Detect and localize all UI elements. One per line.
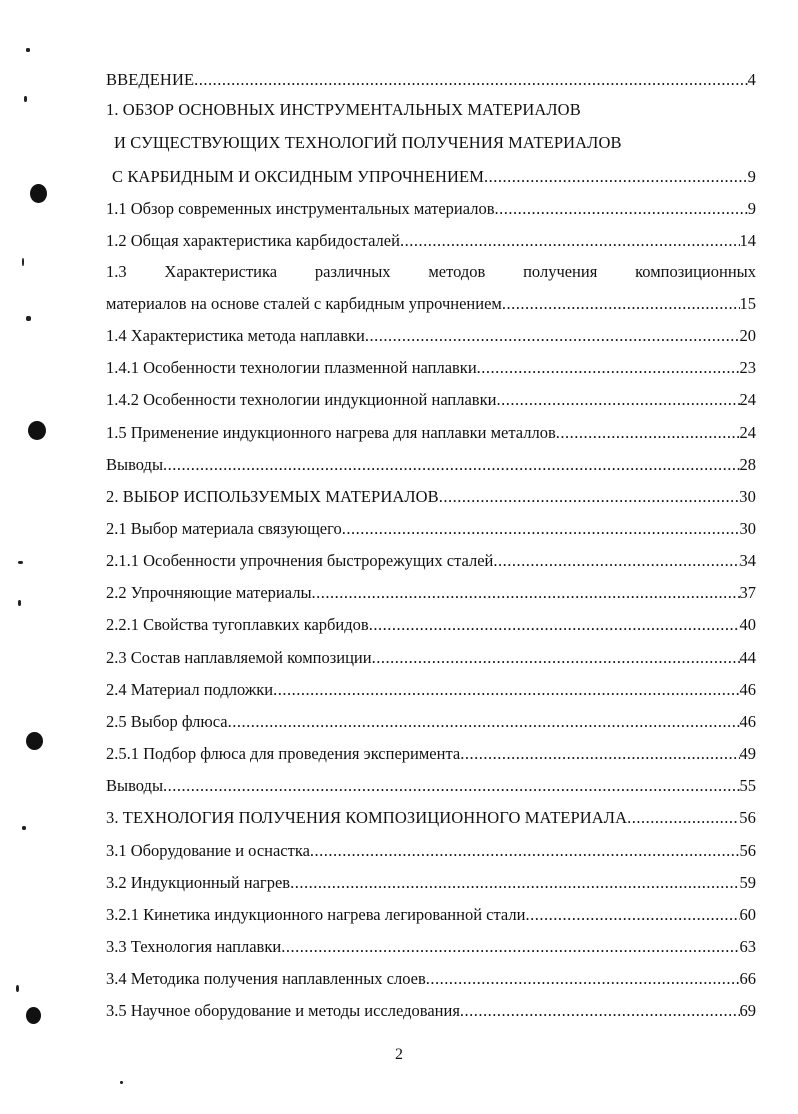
toc-entry-page: 28 [739, 455, 756, 474]
scan-speck [26, 48, 30, 52]
leader-dots [273, 676, 739, 704]
toc-entry-page: 15 [739, 294, 756, 313]
toc-chapter-1-line-3 [112, 163, 756, 191]
toc-entry-introduction [106, 66, 756, 94]
leader-dots [439, 483, 740, 511]
toc-entry-page: 66 [739, 969, 756, 988]
leader-dots [426, 965, 740, 993]
toc-entry-title: 2.5.1 Подбор флюса для проведения эксперимента [106, 744, 461, 763]
page-number: 2 [395, 1046, 403, 1063]
toc-entry-title: 1.4 Характеристика метода наплавки [106, 326, 365, 345]
toc-entry-title: 1.5 Применение индукционного нагрева для наплавки металлов [106, 423, 556, 442]
toc-entry-title: 2.2 Упрочняющие материалы [106, 583, 312, 602]
scan-speck [22, 826, 26, 830]
toc-entry-title: 3.5 Научное оборудование и методы исследования [106, 1001, 460, 1020]
toc-entry-page: 37 [739, 583, 756, 602]
leader-dots [365, 322, 740, 350]
toc-entry-word: Характеристика [164, 262, 278, 281]
toc-entry-2-3 [106, 644, 756, 672]
toc-entry-page: 56 [739, 808, 756, 827]
toc-entry-page: 24 [739, 390, 756, 409]
toc-entry-page: 30 [739, 519, 756, 538]
toc-entry-2-1 [106, 515, 756, 543]
toc-entry-2-1-1 [106, 547, 756, 575]
toc-entry-page: 30 [739, 487, 756, 506]
toc-entry-title: 1.2 Общая характеристика карбидосталей [106, 231, 400, 250]
toc-entry-3-4 [106, 965, 756, 993]
scan-speck [18, 561, 23, 564]
toc-entry-title: материалов на основе сталей с карбидным упрочнением [106, 294, 502, 313]
binder-hole [26, 1007, 41, 1024]
toc-entry-2-5 [106, 708, 756, 736]
toc-entry-page: 9 [747, 167, 756, 186]
toc-entry-title: 2.5 Выбор флюса [106, 712, 228, 731]
toc-entry-3-5 [106, 997, 756, 1025]
leader-dots [228, 708, 740, 736]
toc-entry-1-5 [106, 419, 756, 447]
toc-entry-title: 2.4 Материал подложки [106, 680, 274, 699]
scan-speck [18, 600, 21, 606]
toc-entry-1-4-1 [106, 354, 756, 382]
toc-entry-3-2-1 [106, 901, 756, 929]
leader-dots [495, 195, 748, 223]
toc-entry-1-3-line-2 [106, 290, 756, 318]
toc-entry-title: 3.2 Индукционный нагрев [106, 873, 291, 892]
scan-speck [22, 258, 24, 266]
leader-dots [342, 515, 740, 543]
toc-entry-word: методов [428, 262, 486, 281]
toc-entry-3-1 [106, 837, 756, 865]
toc-entry-title: ВВЕДЕНИЕ [106, 70, 195, 89]
leader-dots [460, 997, 740, 1025]
toc-entry-title: 3. ТЕХНОЛОГИЯ ПОЛУЧЕНИЯ КОМПОЗИЦИОННОГО МАТЕРИАЛА [106, 808, 628, 827]
toc-chapter-2 [106, 483, 756, 511]
toc-entry-page: 46 [739, 712, 756, 731]
toc-entry-title: И СУЩЕСТВУЮЩИХ ТЕХНОЛОГИЙ ПОЛУЧЕНИЯ МАТЕРИАЛОВ [114, 133, 622, 152]
toc-entry-word: 1.3 [106, 262, 127, 281]
leader-dots [163, 451, 739, 479]
toc-entry-title: 3.2.1 Кинетика индукционного нагрева легированной стали [106, 905, 526, 924]
toc-entry-title: 3.1 Оборудование и оснастка [106, 841, 310, 860]
toc-entry-page: 46 [739, 680, 756, 699]
toc-entry-word: различных [314, 262, 391, 281]
leader-dots [194, 66, 748, 94]
toc-entry-title: 1.1 Обзор современных инструментальных материалов [106, 199, 495, 218]
toc-entry-page: 69 [739, 1001, 756, 1020]
leader-dots [477, 354, 740, 382]
toc-entry-title: 3.3 Технология наплавки [106, 937, 282, 956]
leader-dots [460, 740, 739, 768]
toc-entry-page: 49 [739, 744, 756, 763]
binder-hole [30, 184, 47, 203]
toc-entry-title: 1. ОБЗОР ОСНОВНЫХ ИНСТРУМЕНТАЛЬНЫХ МАТЕРИАЛОВ [106, 100, 581, 119]
toc-entry-title: 2.1 Выбор материала связующего [106, 519, 342, 538]
toc-entry-2-4 [106, 676, 756, 704]
toc-entry-page: 60 [739, 905, 756, 924]
leader-dots [496, 386, 739, 414]
toc-entry-page: 44 [739, 648, 756, 667]
toc-entry-1-3-line-1 [106, 258, 756, 286]
leader-dots [502, 290, 740, 318]
scan-speck [24, 96, 27, 102]
toc-entry-title: 1.4.1 Особенности технологии плазменной наплавки [106, 358, 477, 377]
toc-chapter-1-line-1 [106, 96, 756, 124]
leader-dots [290, 869, 739, 897]
toc-entry-conclusions-2 [106, 772, 756, 800]
scan-speck [16, 985, 19, 992]
leader-dots [400, 227, 740, 255]
toc-entry-conclusions-1 [106, 451, 756, 479]
leader-dots [310, 837, 740, 865]
toc-entry-page: 20 [739, 326, 756, 345]
binder-hole [28, 421, 46, 440]
toc-entry-title: Выводы [106, 455, 164, 474]
toc-entry-1-4 [106, 322, 756, 350]
toc-entry-title: 2.2.1 Свойства тугоплавких карбидов [106, 615, 369, 634]
toc-entry-page: 4 [747, 70, 756, 89]
toc-entry-title: 1.4.2 Особенности технологии индукционной наплавки [106, 390, 497, 409]
leader-dots [369, 611, 740, 639]
leader-dots [281, 933, 739, 961]
scan-speck [120, 1081, 123, 1084]
toc-entry-1-2 [106, 227, 756, 255]
toc-entry-2-5-1 [106, 740, 756, 768]
toc-entry-1-4-2 [106, 386, 756, 414]
toc-chapter-3 [106, 804, 756, 832]
toc-entry-2-2 [106, 579, 756, 607]
toc-entry-3-2 [106, 869, 756, 897]
leader-dots [493, 547, 739, 575]
toc-entry-page: 55 [739, 776, 756, 795]
toc-entry-page: 23 [739, 358, 756, 377]
toc-entry-page: 34 [739, 551, 756, 570]
toc-entry-word: получения [523, 262, 598, 281]
toc-entry-3-3 [106, 933, 756, 961]
leader-dots [627, 804, 739, 832]
leader-dots [312, 579, 740, 607]
toc-entry-page: 14 [739, 231, 756, 250]
toc-entry-1-1 [106, 195, 756, 223]
binder-hole [26, 732, 43, 750]
toc-entry-title: 2.1.1 Особенности упрочнения быстрорежущих сталей [106, 551, 494, 570]
toc-entry-page: 59 [739, 873, 756, 892]
toc-entry-title: С КАРБИДНЫМ И ОКСИДНЫМ УПРОЧНЕНИЕМ [112, 167, 484, 186]
toc-entry-title: 3.4 Методика получения наплавленных слоев [106, 969, 426, 988]
toc-entry-page: 24 [739, 423, 756, 442]
toc-entry-page: 40 [739, 615, 756, 634]
leader-dots [525, 901, 739, 929]
leader-dots [556, 419, 740, 447]
toc-entry-title: 2.3 Состав наплавляемой композиции [106, 648, 372, 667]
leader-dots [484, 163, 748, 191]
toc-entry-page: 9 [747, 199, 756, 218]
toc-entry-page: 63 [739, 937, 756, 956]
leader-dots [163, 772, 739, 800]
toc-chapter-1-line-2 [114, 129, 756, 157]
toc-entry-title: 2. ВЫБОР ИСПОЛЬЗУЕМЫХ МАТЕРИАЛОВ [106, 487, 439, 506]
scan-speck [26, 316, 31, 321]
toc-entry-word: композиционных [635, 262, 756, 281]
toc-entry-page: 56 [739, 841, 756, 860]
leader-dots [372, 644, 740, 672]
toc-entry-2-2-1 [106, 611, 756, 639]
toc-entry-title: Выводы [106, 776, 164, 795]
